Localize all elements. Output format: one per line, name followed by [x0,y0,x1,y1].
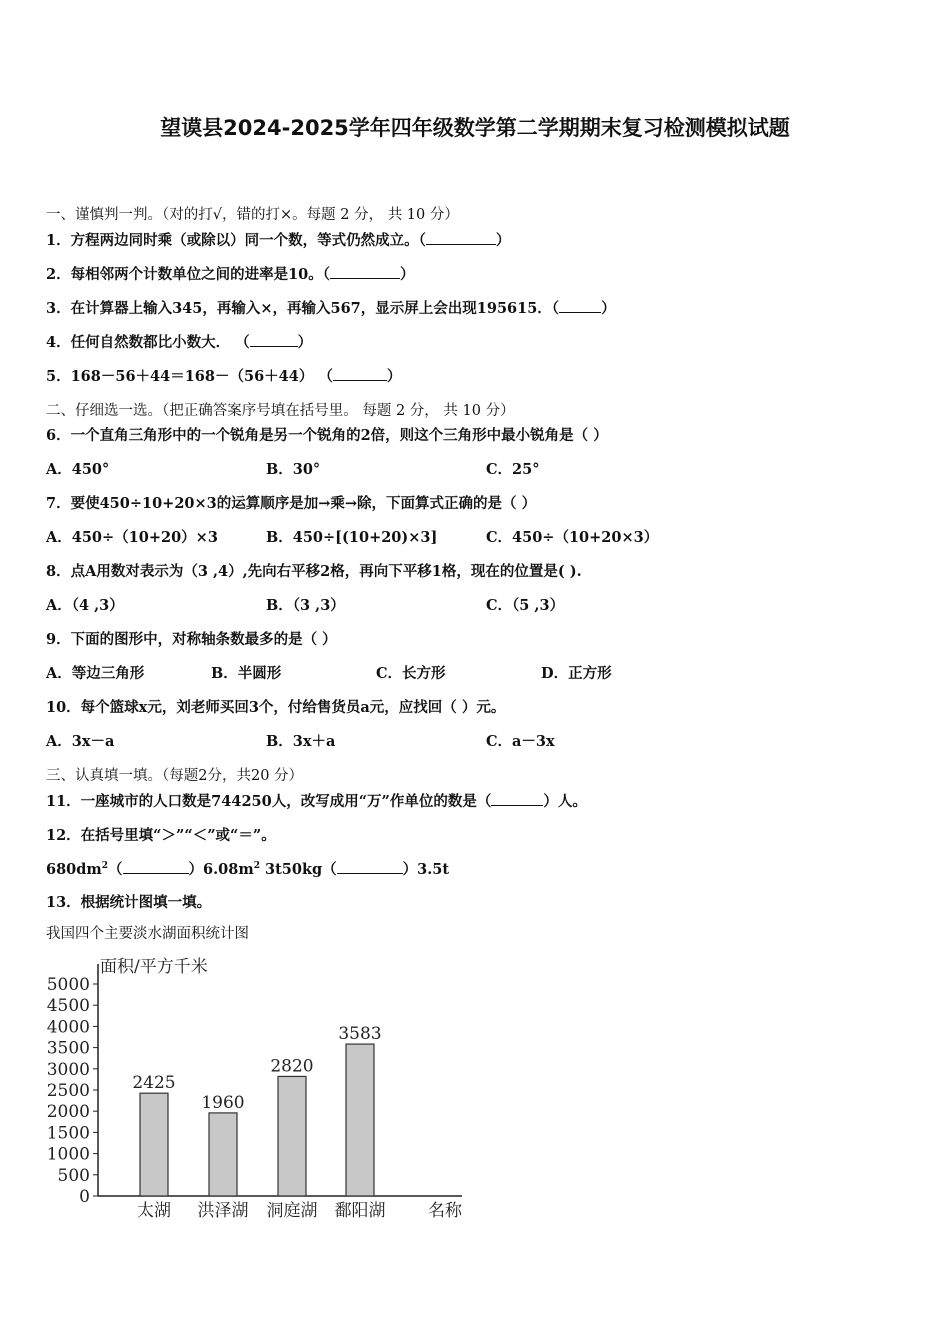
q7-option-a[interactable]: A．450÷（10+20）×3 [46,529,218,546]
question-6: 6．一个直角三角形中的一个锐角是另一个锐角的2倍，则这个三角形中最小锐角是（ ） [46,427,608,444]
bar-value-label: 3583 [338,1024,382,1045]
question-4: 4．任何自然数都比小数大． （ ） [46,334,313,351]
y-tick-label: 4500 [46,996,90,1017]
y-tick-label: 5000 [46,975,90,995]
question-3: 3．在计算器上输入345，再输入×，再输入567，显示屏上会出现195615．（ ） [46,300,616,317]
section3-heading: 三、认真填一填。（每题2分，共20 分） [46,768,304,784]
y-tick-label: 3500 [46,1038,90,1059]
question-1: 1．方程两边同时乘（或除以）同一个数，等式仍然成立。（ ） [46,232,511,249]
bar-value-label: 2820 [270,1056,314,1077]
y-tick-label: 2000 [46,1102,90,1123]
answer-blank[interactable] [333,367,387,381]
y-tick-label: 2500 [46,1081,90,1101]
bar-value-label: 1960 [201,1092,245,1113]
bar-value-label: 2425 [132,1073,176,1094]
page-title: 望谟县2024-2025学年四年级数学第二学期期末复习检测模拟试题 [160,116,790,140]
q7-option-b[interactable]: B．450÷[(10+20)×3] [266,529,438,546]
q10-option-b[interactable]: B．3x＋a [266,733,336,750]
q9-option-d[interactable]: D．正方形 [541,665,612,682]
category-label: 洞庭湖 [266,1201,318,1221]
answer-blank[interactable] [337,860,403,874]
bar [278,1076,306,1196]
answer-blank[interactable] [330,265,400,279]
q9-option-b[interactable]: B．半圆形 [211,665,282,682]
question-13: 13．根据统计图填一填。 [46,894,212,911]
bar [140,1093,168,1196]
y-axis-label: 面积/平方千米 [100,957,208,977]
question-11: 11．一座城市的人口数是744250人，改写成用“万”作单位的数是（ ）人。 [46,793,587,810]
q10-option-a[interactable]: A．3x－a [46,733,115,750]
question-2: 2．每相邻两个计数单位之间的进率是10。（ ） [46,266,415,283]
q8-option-c[interactable]: C．（5 ,3） [486,597,565,614]
question-12: 12．在括号里填“＞”“＜”或“＝”。 [46,827,276,844]
q6-option-c[interactable]: C．25° [486,461,540,478]
q7-option-c[interactable]: C．450÷（10+20×3） [486,529,659,546]
bar [209,1113,237,1196]
question-10: 10．每个篮球x元，刘老师买回3个，付给售货员a元，应找回（ ）元。 [46,699,506,716]
bar-chart [40,950,510,1240]
answer-blank[interactable] [491,792,543,806]
category-label: 太湖 [137,1201,171,1221]
answer-blank[interactable] [123,860,189,874]
category-label: 鄱阳湖 [334,1201,386,1221]
y-tick-label: 3000 [46,1059,90,1080]
q6-option-b[interactable]: B．30° [266,461,321,478]
question-12-items: $680dm^2$（ ）$6.08m^2$ 3t50kg（ ）3.5t [46,861,450,878]
y-tick-label: 1000 [46,1144,90,1165]
category-label: 洪泽湖 [197,1201,249,1221]
section2-heading: 二、仔细选一选。（把正确答案序号填在括号里。 每题 2 分， 共 10 分） [46,403,515,419]
bar [346,1044,374,1196]
question-8: 8．点A用数对表示为（3 ,4）,先向右平移2格，再向下平移1格，现在的位置是( ). [46,563,582,580]
q9-option-c[interactable]: C．长方形 [376,665,446,682]
q8-option-b[interactable]: B．（3 ,3） [266,597,345,614]
answer-blank[interactable] [250,333,298,347]
section1-heading: 一、谨慎判一判。（对的打√，错的打×。每题 2 分， 共 10 分） [46,207,459,223]
question-5: 5．168－56＋44＝168－（56＋44） （ ） [46,368,402,385]
q9-option-a[interactable]: A．等边三角形 [46,665,145,682]
y-tick-label: 500 [57,1165,90,1186]
answer-blank[interactable] [426,231,496,245]
q10-option-c[interactable]: C．a－3x [486,733,555,750]
chart-title: 我国四个主要淡水湖面积统计图 [46,926,249,942]
q8-option-a[interactable]: A．（4 ,3） [46,597,124,614]
y-tick-label: 4000 [46,1017,90,1038]
y-tick-label: 0 [79,1187,90,1207]
q6-option-a[interactable]: A．450° [46,461,110,478]
answer-blank[interactable] [559,299,601,313]
y-tick-label: 1500 [46,1123,90,1144]
question-9: 9．下面的图形中，对称轴条数最多的是（ ） [46,631,337,648]
x-axis-label: 名称 [428,1201,462,1221]
question-7: 7．要使450÷10+20×3的运算顺序是加→乘→除，下面算式正确的是（ ） [46,495,537,512]
